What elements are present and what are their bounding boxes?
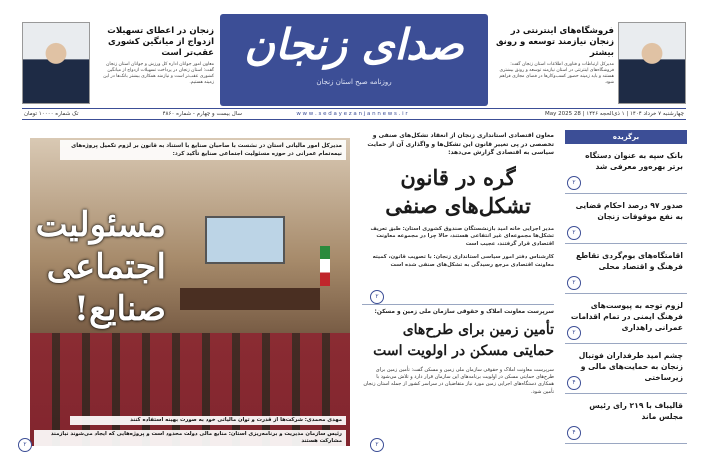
center-story-1-lede: مدیر اجرایی خانه امید بازنشستگان صندوق کشوری استان: طبق تعریف تشکل‌ها مجموعه‌ای غیر انتفاعی هستند، حالا چرا در مجموعه معاونت اقتصادی قرار گرفتند، عجیب است [370, 225, 554, 247]
sidebar-item[interactable] [565, 144, 687, 194]
top-left-headline[interactable]: زنجان در اعطای تسهیلات ازدواج از میانگین کشوری عقب‌تر است [107, 26, 214, 58]
center-story-2[interactable] [362, 308, 554, 396]
center-story-2-body: سرپرست معاونت املاک و حقوقی سازمان ملی زمین و مسکن گفت: تأمین زمین برای طرح‌های حمایتی مسکن در اولویت برنامه‌های این سازمان قرار دارد و تلاش می‌شود با همکاری دستگاه‌های اجرایی زمین مورد نیاز متقاضیان در سراسر کشور از جمله استان زنجان تأمین شود. [363, 367, 554, 395]
top-right-portrait [618, 22, 686, 104]
sidebar-item-page-number: ۲ [572, 229, 576, 236]
feature-headline[interactable]: مسئولیت اجتماعی صنایع! [35, 205, 166, 329]
sidebar-item-title[interactable]: بانک سپه به عنوان دستگاه برتر بهره‌ور معرفی شد [585, 151, 683, 171]
center-story-2-page-number: ۲ [375, 441, 379, 448]
center-story-2-page-badge[interactable] [370, 438, 384, 452]
feature-intro: مدیرکل امور مالیاتی استان در نشست با صاحبان صنایع با استناد به قانون بر لزوم تکمیل پروژه‌های نیمه‌تمام عمرانی در حوزه مسئولیت اجتماعی صنایع تأکید کرد: [60, 140, 346, 160]
website-line[interactable]: w w w . s e d a y e z a n j a n n e w s . i r [296, 111, 408, 117]
center-story-1-kicker: معاون اقتصادی استانداری زنجان از انعقاد تشکل‌های صنفی و تخصصی در پی تغییر قانون این تشکل‌ها و واگذاری آن از حمایت سیاسی به اقتصادی گزارش می‌دهد: [367, 132, 554, 156]
center-story-2-headline[interactable]: تأمین زمین برای طرح‌های حمایتی مسکن در اولویت است [373, 322, 554, 359]
price-line: تک شماره ۱۰۰۰۰ تومان [24, 111, 79, 117]
feature-photo[interactable] [30, 138, 350, 446]
sidebar-list [565, 144, 687, 444]
center-story-1-headline[interactable]: گره در قانون تشکل‌های صنفی [385, 164, 531, 218]
top-left-story[interactable] [96, 26, 214, 106]
center-divider [362, 304, 554, 305]
sidebar-item-page-badge[interactable] [567, 226, 581, 240]
sidebar-item-page-badge[interactable] [567, 176, 581, 190]
sidebar-item-title[interactable]: لزوم توجه به پیوست‌های فرهنگ ایمنی در تمام اقدامات عمرانی راهداری [570, 301, 683, 332]
top-right-headline[interactable]: فروشگاه‌های اینترنتی در زنجان نیازمند توسعه و رونق بیشتر [495, 26, 614, 58]
sidebar-item-title[interactable]: صدور ۹۷ درصد احکام قضایی به نفع موقوفات زنجان [575, 201, 683, 221]
center-story-1[interactable] [362, 132, 554, 269]
sidebar-item[interactable] [565, 294, 687, 344]
center-story-1-page-badge[interactable] [370, 290, 384, 304]
sidebar-item-page-badge[interactable] [567, 326, 581, 340]
top-left-portrait [22, 22, 90, 104]
sidebar-item-page-badge[interactable] [567, 426, 581, 440]
feature-caption-1: مهدی محمدی: شرکت‌ها از قدرت و توان مالیاتی خود به صورت بهینه استفاده کنند [70, 416, 346, 425]
sidebar-item[interactable] [565, 394, 687, 444]
issue-line: سال بیست و چهارم - شماره ۴۸۶۰ [162, 111, 242, 117]
masthead-logo-box[interactable] [220, 14, 488, 106]
sidebar-item-page-badge[interactable] [567, 376, 581, 390]
sidebar-header: برگزیده [565, 130, 687, 144]
masthead-logo[interactable]: صدای زنجان [244, 20, 464, 69]
sidebar-item-page-number: ۴ [572, 379, 576, 386]
top-right-story[interactable] [492, 26, 614, 106]
feature-page-badge[interactable] [18, 438, 32, 452]
sidebar-item[interactable] [565, 194, 687, 244]
date-line: چهارشنبه ۷ خرداد ۱۴۰۴ | ۱ ذی‌الحجه ۱۴۴۶ | 28 May 2025 [545, 111, 684, 117]
center-story-1-quote: کارشناس دفتر امور سیاسی استانداری زنجان: با تصویب قانون، کمیته معاونت اقتصادی مرجع رسیدگی به تشکل‌های صنفی شده است [372, 254, 554, 268]
top-right-body: مدیرکل ارتباطات و فناوری اطلاعات استان زنجان گفت: فروشگاه‌های اینترنتی در استان نیازمند توسعه و رونق بیشتری هستند و باید زمینه حضور کسب‌وکارها در فضای مجازی فراهم شود. [499, 62, 614, 85]
center-story-2-kicker: سرپرست معاونت املاک و حقوقی سازمان ملی زمین و مسکن: [374, 309, 554, 315]
sidebar-item-page-number: ۴ [572, 429, 576, 436]
sidebar-item-page-number: ۲ [572, 179, 576, 186]
sidebar [565, 130, 687, 450]
sidebar-item[interactable] [565, 244, 687, 294]
sidebar-item-page-badge[interactable] [567, 276, 581, 290]
sidebar-item-page-number: ۲ [572, 329, 576, 336]
masthead-tagline: روزنامه صبح استان زنجان [316, 78, 392, 86]
feature-page-number: ۲ [23, 441, 27, 448]
sidebar-item-title[interactable]: اقامتگاه‌های بوم‌گردی تقاطع فرهنگ و اقتصاد محلی [575, 251, 683, 271]
sidebar-item-title[interactable]: قالیباف با ۲۱۹ رای رئیس مجلس ماند [589, 401, 683, 421]
sidebar-item[interactable] [565, 344, 687, 394]
feature-caption-2: رئیس سازمان مدیریت و برنامه‌ریزی استان: منابع مالی دولت محدود است و پروژه‌هایی که ایجاد می‌شوند نیازمند مشارکت هستند [34, 430, 346, 446]
date-bar [22, 108, 686, 120]
sidebar-item-title[interactable]: چشم امید طرفداران فوتبال زنجان به حمایت‌های مالی و زیرساختی [578, 351, 683, 382]
sidebar-item-page-number: ۲ [572, 279, 576, 286]
top-left-body: معاون امور جوانان اداره کل ورزش و جوانان استان زنجان گفت: استان زنجان در پرداخت تسهیلات ازدواج از میانگین کشوری عقب‌تر است و نیازمند همکاری بیشتر بانک‌ها در این زمینه هستیم. [103, 62, 214, 85]
center-story-1-page-number: ۲ [375, 293, 379, 300]
